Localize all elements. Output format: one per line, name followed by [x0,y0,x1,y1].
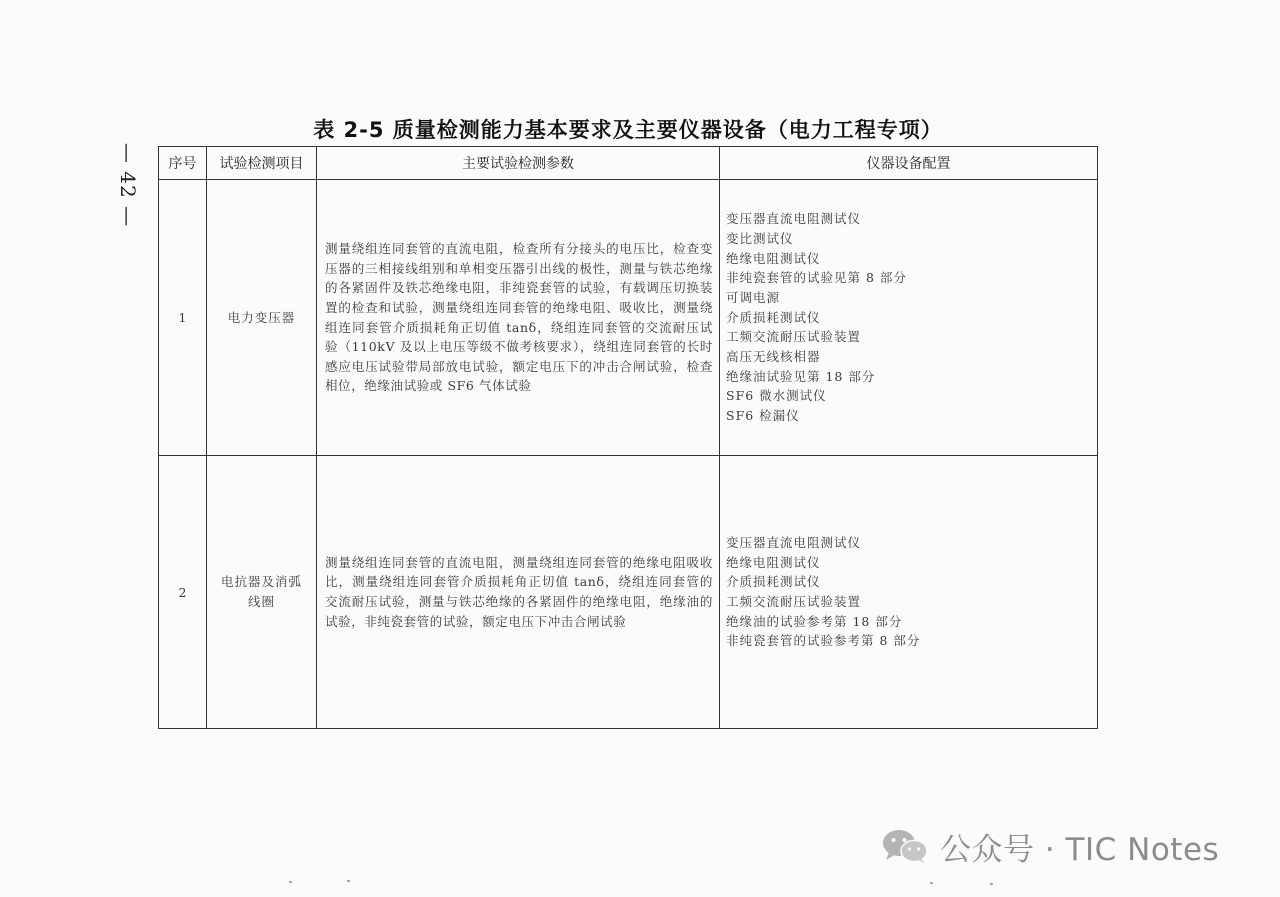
scan-speck [347,880,350,882]
row-params: 测量绕组连同套管的直流电阻，测量绕组连同套管的绝缘电阻吸收比，测量绕组连同套管介质损耗角正切值 tanδ，绕组连同套管的交流耐压试验，测量与铁芯绝缘的各紧固件的绝缘电阻，绝缘油的试验，非纯瓷套管的试验，额定电压下冲击合闸试验 [317,456,720,729]
equipment-item: 变压器直流电阻测试仪 [726,211,862,227]
equipment-item: 非纯瓷套管的试验见第 8 部分 [726,270,907,286]
row-equipment [720,180,1098,456]
equipment-item: 变压器直流电阻测试仪 [726,534,862,550]
equipment-item: 工频交流耐压试验装置 [726,594,862,609]
table-title: 表 2-5 质量检测能力基本要求及主要仪器设备（电力工程专项） [313,118,943,142]
header-params: 主要试验检测参数 [317,147,720,180]
header-seq: 序号 [159,147,207,180]
equipment-item: 绝缘油试验见第 18 部分 [726,368,876,384]
page-number: — 42 — [116,142,141,228]
equipment-item: 工频交流耐压试验装置 [726,329,862,345]
watermark [880,826,1219,866]
equipment-item: 可调电源 [726,289,781,305]
equipment-item: SF6 微水测试仪 [726,388,827,404]
equipment-item: SF6 检漏仪 [726,408,800,424]
row-equipment [720,456,1098,729]
spec-table [158,146,1098,729]
wechat-icon [880,828,930,864]
equipment-item: 高压无线核相器 [726,349,821,365]
equipment-list [726,209,1091,426]
table-row [159,456,1098,729]
row-item: 电抗器及消弧线圈 [207,456,317,729]
equipment-item: 变比测试仪 [726,230,794,246]
equipment-item: 绝缘电阻测试仪 [726,250,821,266]
equipment-item: 介质损耗测试仪 [726,574,821,590]
watermark-text: 公众号 · TIC Notes [940,831,1220,868]
row-seq: 1 [159,180,207,456]
row-item: 电力变压器 [207,180,317,456]
header-item: 试验检测项目 [207,147,317,180]
row-seq: 2 [159,456,207,729]
row-params: 测量绕组连同套管的直流电阻，检查所有分接头的电压比，检查变压器的三相接线组别和单相变压器引出线的极性，测量与铁芯绝缘的各紧固件及铁芯绝缘电阻，非纯瓷套管的试验，有载调压切换装置的检查和试验，测量绕组连同套管的绝缘电阻、吸收比，测量绕组连同套管介质损耗角正切值 tanδ，绕组连同套管的交流耐压试验（110kV 及以上电压等级不做考核要求），绕组连同套管的长时感应电压试验带局部放电试验，额定电压下的冲击合闸试验，检查相位，绝缘油试验或 SF6 气体试验 [317,180,720,456]
scan-speck [990,883,993,885]
scan-speck [289,881,292,883]
equipment-item: 介质损耗测试仪 [726,309,821,325]
equipment-item: 绝缘油的试验参考第 18 部分 [726,613,903,629]
header-equipment: 仪器设备配置 [720,147,1098,180]
scan-speck [930,882,933,884]
equipment-list [726,533,1091,651]
table-header-row [159,147,1098,180]
equipment-item: 非纯瓷套管的试验参考第 8 部分 [726,633,921,649]
table-row [159,180,1098,456]
equipment-item: 绝缘电阻测试仪 [726,554,821,570]
